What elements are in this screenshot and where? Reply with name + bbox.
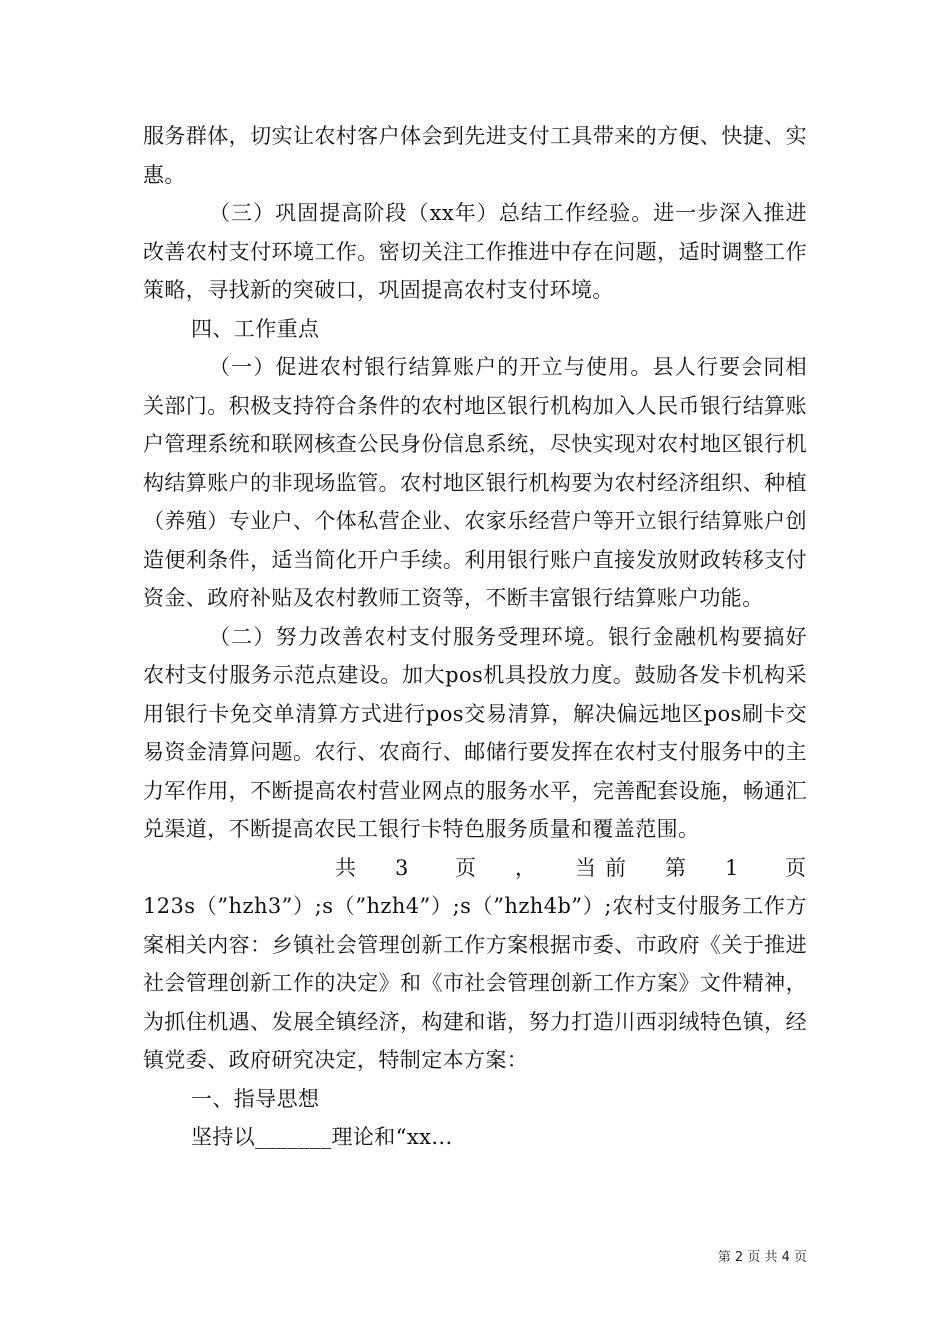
- page-counter-token: 共: [335, 855, 356, 880]
- paragraph-consolidation-stage: （三）巩固提高阶段（xx年）总结工作经验。进一步深入推进改善农村支付环境工作。密切关注工作推进中存在问题，适时调整工作策略，寻找新的突破口，巩固提高农村支付环境。: [143, 201, 807, 302]
- page-counter-token: 当: [575, 855, 596, 880]
- page-counter-token: ，: [515, 855, 536, 880]
- page-footer-number: 第 2 页 共 4 页: [717, 1250, 807, 1265]
- page-counter-line: [143, 849, 807, 888]
- page-counter-token: 前: [605, 855, 626, 880]
- section-heading-guiding-thought: 一、指导思想: [191, 1086, 320, 1111]
- page-counter-token: 页: [785, 855, 806, 880]
- page-counter-token: 3: [395, 855, 409, 880]
- section-heading-work-focus: 四、工作重点: [191, 316, 320, 341]
- page-counter-token: 第: [665, 855, 686, 880]
- document-body: [143, 117, 807, 1157]
- page-counter-token: 页: [455, 855, 476, 880]
- paragraph-service-group: 服务群体，切实让农村客户体会到先进支付工具带来的方便、快捷、实惠。: [143, 124, 807, 187]
- paragraph-related-content: 123s（”hzh3”）;s（”hzh4”）;s（”hzh4b”）;农村支付服务工作方案相关内容：乡镇社会管理创新工作方案根据市委、市政府《关于推进社会管理创新工作的决定》和《市社会管理创新工作方案》文件精神，为抓住机遇、发展全镇经济，构建和谐，努力打造川西羽绒特色镇，经镇党委、政府研究决定，特制定本方案：: [143, 894, 807, 1072]
- page-counter-token: 1: [725, 855, 739, 880]
- paragraph-truncated-start: 坚持以_______理论和“xx...: [191, 1125, 453, 1149]
- paragraph-bank-accounts: （一）促进农村银行结算账户的开立与使用。县人行要会同相关部门。积极支持符合条件的农村地区银行机构加入人民币银行结算账户管理系统和联网核查公民身份信息系统，尽快实现对农村地区银行机构结算账户的非现场监管。农村地区银行机构要为农村经济组织、种植（养殖）专业户、个体私营企业、农家乐经营户等开立银行结算账户创造便利条件，适当简化开户手续。利用银行账户直接发放财政转移支付资金、政府补贴及农村教师工资等，不断丰富银行结算账户功能。: [143, 355, 807, 610]
- paragraph-payment-environment: （二）努力改善农村支付服务受理环境。银行金融机构要搞好农村支付服务示范点建设。加大pos机具投放力度。鼓励各发卡机构采用银行卡免交单清算方式进行pos交易清算，解决偏远地区pos刷卡交易资金清算问题。农行、农商行、邮储行要发挥在农村支付服务中的主力军作用，不断提高农村营业网点的服务水平，完善配套设施，畅通汇兑渠道，不断提高农民工银行卡特色服务质量和覆盖范围。: [143, 624, 807, 841]
